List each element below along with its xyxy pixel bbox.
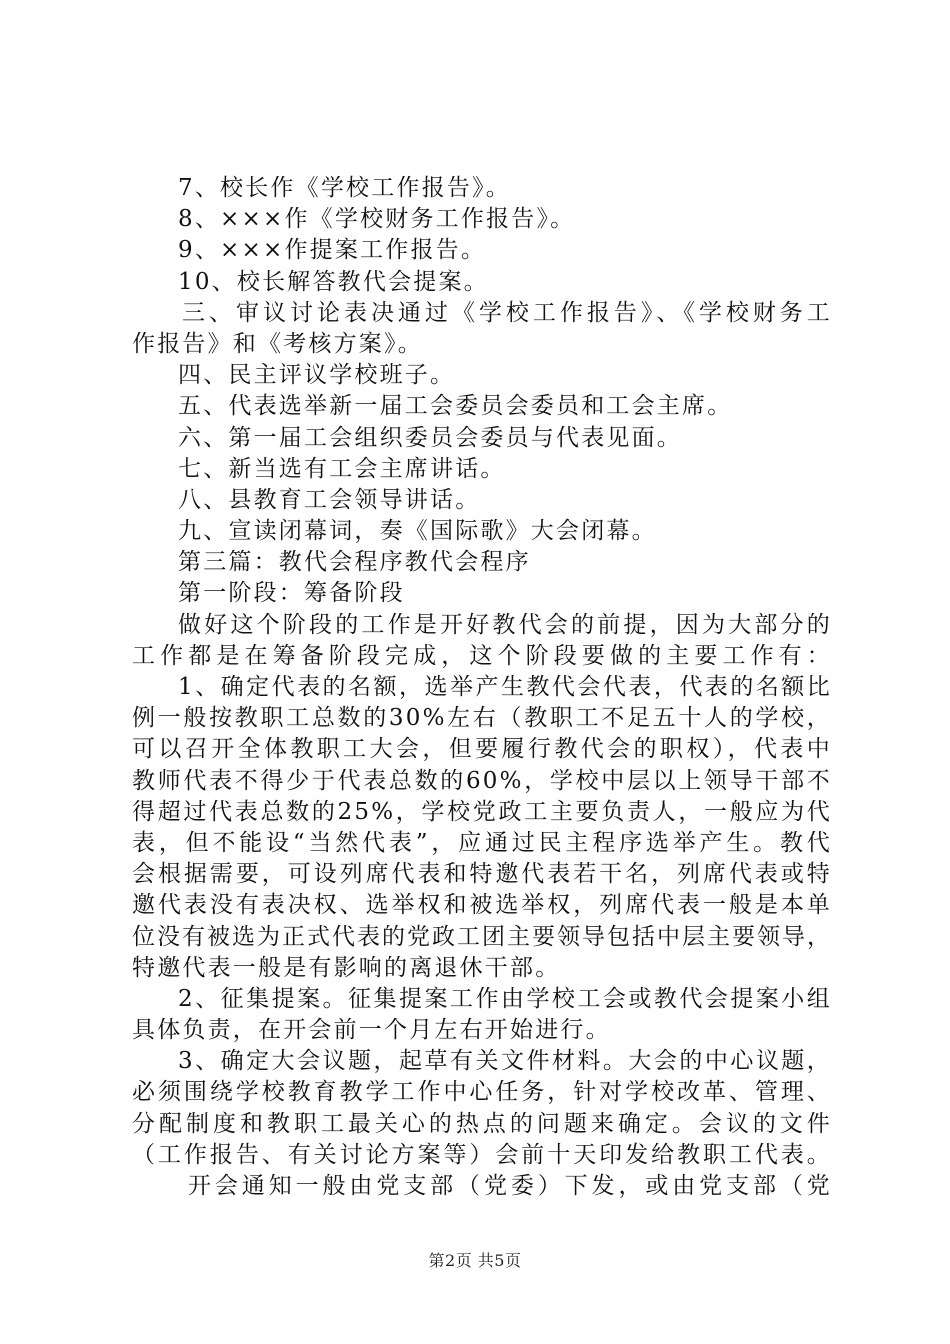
text-line: 做好这个阶段的工作是开好教代会的前提，因为大部分的 [178,611,832,638]
text-line: 五、代表选举新一届工会委员会委员和工会主席。 [178,393,733,420]
text-line: 3、确定大会议题，起草有关文件材料。大会的中心议题， [178,1048,832,1075]
text-line: 七、新当选有工会主席讲话。 [178,455,506,482]
text-line: 具体负责，在开会前一个月左右开始进行。 [132,1017,611,1044]
text-line: 邀代表没有表决权、选举权和被选举权，列席代表一般是本单 [132,892,832,919]
page-footer: 第2页 共5页 [428,1251,522,1270]
text-line: 必须围绕学校教育教学工作中心任务，针对学校改革、管理、 [132,1079,832,1106]
text-line: 得超过代表总数的25%，学校党政工主要负责人，一般应为代 [132,798,832,825]
text-line: 四、民主评议学校班子。 [178,362,456,389]
text-line: 工作都是在筹备阶段完成，这个阶段要做的主要工作有： [132,642,832,669]
text-line: 六、第一届工会组织委员会委员与代表见面。 [178,424,682,451]
text-line: 特邀代表一般是有影响的离退休干部。 [132,954,561,981]
document-body [132,173,832,1202]
text-line: 第一阶段：筹备阶段 [178,580,405,607]
text-line: 可以召开全体教职工大会，但要履行教代会的职权），代表中 [132,736,832,763]
text-line: 表，但不能设“当然代表”，应通过民主程序选举产生。教代 [132,829,832,856]
text-line: 八、县教育工会领导讲话。 [178,486,481,513]
text-line: 会根据需要，可设列席代表和特邀代表若干名，列席代表或特 [132,861,832,888]
text-line: 教师代表不得少于代表总数的60%，学校中层以上领导干部不 [132,767,832,794]
text-line: 10、校长解答教代会提案。 [178,268,489,295]
text-line: 7、校长作《学校工作报告》。 [178,175,511,201]
text-line: （工作报告、有关讨论方案等）会前十天印发给教职工代表。 [132,1141,832,1168]
text-line: 9、×××作提案工作报告。 [178,237,487,264]
text-line: 第三篇：教代会程序教代会程序 [178,549,531,576]
text-line: 作报告》和《考核方案》。 [132,330,423,357]
text-line: 分配制度和教职工最关心的热点的问题来确定。会议的文件 [132,1110,832,1137]
text-line: 九、宣读闭幕词，奏《国际歌》大会闭幕。 [178,518,657,545]
text-line: 2、征集提案。征集提案工作由学校工会或教代会提案小组 [178,985,832,1012]
text-line: 开会通知一般由党支部（党委）下发，或由党支部（党 [188,1173,832,1199]
text-line: 位没有被选为正式代表的党政工团主要领导包括中层主要领导， [132,923,832,950]
text-line: 例一般按教职工总数的30%左右（教职工不足五十人的学校， [132,705,832,732]
text-line: 三、审议讨论表决通过《学校工作报告》、《学校财务工 [182,299,832,326]
text-line: 1、确定代表的名额，选举产生教代会代表，代表的名额比 [178,674,832,700]
text-line: 8、×××作《学校财务工作报告》。 [178,206,576,233]
